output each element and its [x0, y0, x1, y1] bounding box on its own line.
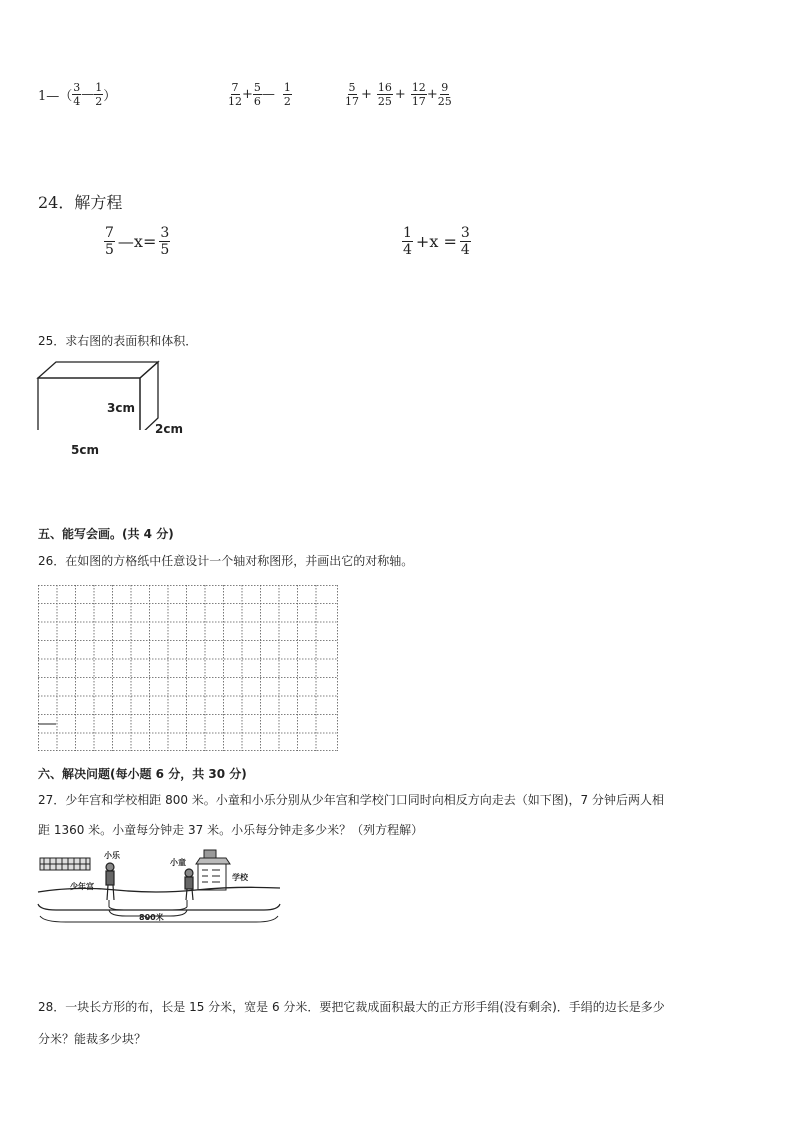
height-label: 3cm	[107, 401, 135, 415]
q28-line-2: 分米？能裁多少块？	[38, 1032, 147, 1046]
xiaotong-figure	[185, 869, 193, 900]
calc-expression-2	[228, 82, 292, 107]
fraction: $\frac{16}{25}$	[377, 81, 392, 108]
operator: +	[242, 87, 253, 102]
fraction: $\frac{12}{17}$	[411, 81, 426, 108]
q27-line-1: 27．少年宫和学校相距 800 米。小童和小乐分别从少年宫和学校门口同时向相反方向走去（如下图)，7 分钟后两人相	[38, 793, 664, 807]
q24-equation-1	[104, 226, 170, 257]
fraction: $\frac{7}{12}$	[228, 81, 242, 108]
fraction: $\frac{3}{4}$	[73, 81, 81, 108]
fraction: $\frac{3}{4}$	[460, 225, 470, 258]
fraction: $\frac{9}{25}$	[437, 81, 452, 108]
length-label: 5cm	[71, 443, 99, 457]
label-distance: 800米	[139, 913, 164, 922]
operator: —	[81, 87, 95, 102]
operator: —	[261, 87, 275, 102]
q24-title: 24．解方程	[38, 193, 123, 212]
label-xiaotong: 小童	[170, 858, 186, 867]
fraction: $\frac{5}{6}$	[253, 81, 261, 108]
operator: +	[394, 87, 406, 102]
q25-text: 25．求右图的表面积和体积．	[38, 334, 198, 348]
equation-middle: —x=	[117, 232, 157, 251]
fraction: $\frac{1}{2}$	[283, 81, 291, 108]
q27-line-2: 距 1360 米。小童每分钟走 37 米。小乐每分钟走多少米？（列方程解）	[38, 823, 424, 837]
label-xiaole: 小乐	[104, 851, 120, 860]
section-6-title: 六、解决问题(每小题 6 分，共 30 分)	[38, 767, 247, 781]
q28-line-1: 28．一块长方形的布，长是 15 分米，宽是 6 分米．要把它裁成面积最大的正方形手绢(没有剩余)．手绢的边长是多少	[38, 1000, 665, 1014]
expr1-lead: 1—（	[38, 89, 73, 104]
xiaole-figure	[106, 863, 114, 900]
youth-palace-building	[40, 858, 90, 870]
operator: +	[361, 87, 372, 102]
q24-equation-2	[402, 226, 471, 257]
fraction: $\frac{5}{17}$	[345, 81, 359, 108]
cuboid-figure	[36, 360, 196, 430]
expr1-close: ）	[103, 89, 117, 104]
fraction: $\frac{7}{5}$	[105, 225, 114, 258]
equation-middle: +x =	[415, 232, 457, 251]
fraction: $\frac{1}{2}$	[95, 81, 103, 108]
fraction: $\frac{3}{5}$	[160, 225, 170, 258]
label-school: 学校	[232, 873, 248, 882]
grid-paper	[38, 585, 338, 751]
q26-text: 26．在如图的方格纸中任意设计一个轴对称图形，并画出它的对称轴。	[38, 554, 414, 568]
school-building	[196, 850, 230, 890]
depth-label: 2cm	[155, 422, 183, 436]
section-5-title: 五、能写会画。(共 4 分)	[38, 527, 174, 541]
calc-expression-3	[345, 82, 452, 107]
label-youth-palace: 少年宫	[70, 882, 94, 891]
operator: +	[426, 87, 438, 102]
calc-expression-1	[38, 82, 116, 107]
fraction: $\frac{1}{4}$	[403, 225, 412, 258]
